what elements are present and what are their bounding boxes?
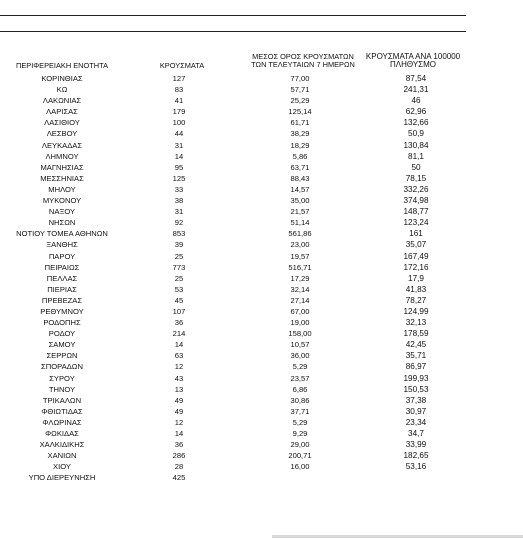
- table-row: [0, 195, 523, 206]
- avg-7day-cell: 37,71: [290, 406, 310, 416]
- per-100000-cell: 150,53: [403, 384, 429, 394]
- cases-cell: 12: [174, 362, 184, 372]
- cases-cell: 38: [174, 196, 184, 206]
- region-name-cell: ΚΟΡΙΝΘΙΑΣ: [41, 74, 83, 83]
- per-100000-cell: 53,16: [405, 462, 427, 472]
- table-row: [0, 317, 523, 328]
- per-100000-cell: 172,16: [403, 262, 429, 272]
- region-name-cell: ΝΟΤΙΟΥ ΤΟΜΕΑ ΑΘΗΝΩΝ: [16, 229, 108, 239]
- cases-cell: 31: [174, 140, 184, 150]
- cases-cell: 41: [174, 96, 184, 106]
- region-name-cell: ΤΡΙΚΑΛΩΝ: [42, 395, 82, 405]
- cases-cell: 33: [174, 184, 184, 194]
- region-name-cell: ΠΡΕΒΕΖΑΣ: [41, 295, 83, 305]
- per-100000-cell: 78,15: [405, 173, 427, 183]
- per-100000-cell: 123,24: [403, 218, 429, 228]
- avg-7day-cell: 6,86: [292, 384, 308, 394]
- table-row: [0, 461, 523, 472]
- cases-cell: 25: [174, 251, 184, 261]
- cases-cell: 14: [174, 340, 184, 350]
- region-name-cell: ΜΥΚΟΝΟΥ: [42, 196, 82, 206]
- avg-7day-cell: 17,29: [290, 273, 310, 283]
- region-name-cell: ΞΑΝΘΗΣ: [46, 240, 78, 250]
- header-per-line1: ΚΡΟΥΣΜΑΤΑ ΑΝΑ 100000: [365, 52, 461, 61]
- table-row: [0, 117, 523, 128]
- cases-cell: 36: [174, 440, 184, 450]
- region-name-cell: ΦΛΩΡΙΝΑΣ: [42, 417, 82, 427]
- cases-cell: 179: [172, 107, 186, 117]
- cases-cell: 25: [174, 273, 184, 283]
- per-100000-cell: 30,97: [405, 406, 427, 416]
- region-name-cell: ΛΑΚΩΝΙΑΣ: [42, 96, 82, 106]
- cases-cell: 214: [172, 329, 186, 339]
- region-name-cell: ΠΙΕΡΙΑΣ: [47, 284, 77, 294]
- table-row: [0, 151, 523, 162]
- avg-7day-cell: 61,71: [290, 118, 310, 128]
- per-100000-cell: 17,9: [408, 273, 424, 283]
- table-row: [0, 173, 523, 184]
- avg-7day-cell: 14,57: [290, 184, 310, 194]
- table-row: [0, 184, 523, 195]
- avg-7day-cell: 16,00: [290, 462, 310, 472]
- table-row: [0, 417, 523, 428]
- table-row: [0, 206, 523, 217]
- cases-cell: 95: [174, 162, 184, 172]
- per-100000-cell: 86,97: [405, 362, 427, 372]
- avg-7day-cell: 23,00: [290, 240, 310, 250]
- per-100000-cell: 182,65: [403, 451, 429, 461]
- cases-cell: 107: [172, 306, 186, 316]
- table-row: [0, 273, 523, 284]
- per-100000-cell: 35,71: [405, 351, 427, 361]
- region-name-cell: ΜΗΛΟΥ: [48, 184, 76, 194]
- per-100000-cell: 241,31: [403, 85, 429, 95]
- table-row: [0, 73, 523, 84]
- avg-7day-cell: 5,29: [292, 362, 308, 372]
- per-100000-cell: 35,07: [405, 240, 427, 250]
- table-row: [0, 128, 523, 139]
- avg-7day-cell: 38,29: [290, 129, 310, 139]
- region-name-cell: ΜΕΣΣΗΝΙΑΣ: [40, 173, 84, 183]
- cases-cell: 39: [174, 240, 184, 250]
- table-row: [0, 295, 523, 306]
- per-100000-cell: 87,54: [405, 74, 427, 83]
- per-100000-cell: 41,83: [405, 284, 427, 294]
- per-100000-cell: 130,84: [403, 140, 429, 150]
- per-100000-cell: 46: [411, 96, 421, 106]
- region-name-cell: ΛΑΣΙΘΙΟΥ: [44, 118, 80, 128]
- cases-cell: 14: [174, 429, 184, 438]
- per-100000-cell: 78,27: [405, 295, 427, 305]
- avg-7day-cell: 125,14: [288, 107, 312, 117]
- cases-cell: 49: [174, 395, 184, 405]
- per-100000-cell: 42,45: [405, 340, 427, 350]
- cases-cell: 83: [174, 85, 184, 95]
- per-100000-cell: 374,98: [403, 196, 429, 206]
- table-row: [0, 228, 523, 239]
- region-name-cell: ΧΑΛΚΙΔΙΚΗΣ: [39, 440, 85, 450]
- cases-cell: 36: [174, 318, 184, 328]
- cases-cell: 44: [174, 129, 184, 139]
- avg-7day-cell: 63,71: [290, 162, 310, 172]
- cases-cell: 45: [174, 295, 184, 305]
- cases-cell: 63: [174, 351, 184, 361]
- cases-cell: 43: [174, 373, 184, 383]
- cases-cell: 31: [174, 207, 184, 217]
- table-row: [0, 328, 523, 339]
- region-name-cell: ΥΠΟ ΔΙΕΡΕΥΝΗΣΗ: [28, 473, 96, 483]
- cases-cell: 92: [174, 218, 184, 228]
- avg-7day-cell: 51,14: [290, 218, 310, 228]
- avg-7day-cell: 23,57: [290, 373, 310, 383]
- per-100000-cell: 132,66: [403, 118, 429, 128]
- cases-cell: 49: [174, 406, 184, 416]
- table-row: [0, 95, 523, 106]
- table-row: [0, 439, 523, 450]
- scrollbar-track[interactable]: [272, 535, 523, 538]
- cases-cell: 13: [174, 384, 184, 394]
- cases-cell: 14: [174, 151, 184, 161]
- region-name-cell: ΣΥΡΟΥ: [49, 373, 75, 383]
- per-100000-cell: 148,77: [403, 207, 429, 217]
- header-region: ΠΕΡΙΦΕΡΕΙΑΚΗ ΕΝΟΤΗΤΑ: [16, 61, 108, 70]
- region-name-cell: ΠΕΙΡΑΙΩΣ: [44, 262, 80, 272]
- header-avg-line2: ΤΩΝ ΤΕΛΕΥΤΑΙΩΝ 7 ΗΜΕΡΩΝ: [251, 60, 355, 70]
- region-name-cell: ΝΗΣΩΝ: [48, 218, 76, 228]
- header-avg: [236, 53, 370, 69]
- table-row: [0, 361, 523, 372]
- table-row: [0, 450, 523, 461]
- region-name-cell: ΣΕΡΡΩΝ: [46, 351, 78, 361]
- table-row: [0, 140, 523, 151]
- avg-7day-cell: 158,00: [288, 329, 312, 339]
- per-100000-cell: 199,93: [403, 373, 429, 383]
- table-row: [0, 217, 523, 228]
- avg-7day-cell: 29,00: [290, 440, 310, 450]
- cases-cell: 12: [174, 417, 184, 427]
- cases-cell: 286: [172, 451, 186, 461]
- region-name-cell: ΛΗΜΝΟΥ: [45, 151, 79, 161]
- cases-cell: 125: [172, 173, 186, 183]
- region-name-cell: ΡΟΔΟΠΗΣ: [43, 318, 81, 328]
- avg-7day-cell: 57,71: [290, 85, 310, 95]
- per-100000-cell: 167,49: [403, 251, 429, 261]
- header-rule: [0, 31, 466, 32]
- per-100000-cell: 37,38: [405, 395, 427, 405]
- table-header: [0, 48, 523, 74]
- region-name-cell: ΣΠΟΡΑΔΩΝ: [41, 362, 83, 372]
- region-name-cell: ΦΩΚΙΔΑΣ: [45, 429, 79, 438]
- per-100000-cell: 124,99: [403, 306, 429, 316]
- region-name-cell: ΠΑΡΟΥ: [48, 251, 76, 261]
- avg-7day-cell: 32,14: [290, 284, 310, 294]
- avg-7day-cell: 200,71: [288, 451, 312, 461]
- per-100000-cell: 62,96: [405, 107, 427, 117]
- table-row: [0, 339, 523, 350]
- header-per-100000: [352, 53, 474, 69]
- cases-cell: 853: [172, 229, 186, 239]
- per-100000-cell: 34,7: [408, 429, 424, 438]
- table-row: [0, 406, 523, 417]
- avg-7day-cell: 67,00: [290, 306, 310, 316]
- region-name-cell: ΝΑΞΟΥ: [48, 207, 76, 217]
- top-rule: [0, 15, 466, 16]
- table-row: [0, 306, 523, 317]
- avg-7day-cell: 88,43: [290, 173, 310, 183]
- region-name-cell: ΣΑΜΟΥ: [48, 340, 76, 350]
- region-name-cell: ΛΕΣΒΟΥ: [46, 129, 78, 139]
- header-avg-line1: ΜΕΣΟΣ ΟΡΟΣ ΚΡΟΥΣΜΑΤΩΝ: [252, 52, 354, 61]
- per-100000-cell: 81,1: [408, 151, 424, 161]
- region-name-cell: ΡΕΘΥΜΝΟΥ: [40, 306, 84, 316]
- avg-7day-cell: 516,71: [288, 262, 312, 272]
- region-name-cell: ΡΟΔΟΥ: [48, 329, 76, 339]
- avg-7day-cell: 30,86: [290, 395, 310, 405]
- table-row: [0, 84, 523, 95]
- avg-7day-cell: 9,29: [292, 429, 308, 438]
- table-row: [0, 428, 523, 439]
- avg-7day-cell: 35,00: [290, 196, 310, 206]
- table-row: [0, 251, 523, 262]
- table-row: [0, 373, 523, 384]
- region-name-cell: ΦΘΙΩΤΙΔΑΣ: [41, 406, 83, 416]
- per-100000-cell: 161: [409, 229, 423, 239]
- cases-cell: 100: [172, 118, 186, 128]
- avg-7day-cell: 5,86: [292, 151, 308, 161]
- region-name-cell: ΛΑΡΙΣΑΣ: [46, 107, 78, 117]
- avg-7day-cell: 19,57: [290, 251, 310, 261]
- table-row: [0, 262, 523, 273]
- region-name-cell: ΧΙΟΥ: [53, 462, 71, 472]
- table-row: [0, 395, 523, 406]
- avg-7day-cell: 36,00: [290, 351, 310, 361]
- region-name-cell: ΛΕΥΚΑΔΑΣ: [41, 140, 83, 150]
- table-row: [0, 162, 523, 173]
- avg-7day-cell: 19,00: [290, 318, 310, 328]
- avg-7day-cell: 10,57: [290, 340, 310, 350]
- per-100000-cell: 33,99: [405, 440, 427, 450]
- table-row: [0, 350, 523, 361]
- table-row: [0, 384, 523, 395]
- table-row: [0, 472, 523, 483]
- per-100000-cell: 50,9: [408, 129, 424, 139]
- per-100000-cell: 32,13: [405, 318, 427, 328]
- cases-table: [0, 73, 523, 483]
- per-100000-cell: 23,34: [405, 417, 427, 427]
- cases-cell: 425: [172, 473, 186, 483]
- header-cases: ΚΡΟΥΣΜΑΤΑ: [159, 61, 205, 70]
- table-row: [0, 239, 523, 250]
- table-row: [0, 106, 523, 117]
- header-per-line2: ΠΛΗΘΥΣΜΟ: [389, 60, 437, 70]
- avg-7day-cell: 27,14: [290, 295, 310, 305]
- per-100000-cell: 332,26: [403, 184, 429, 194]
- cases-cell: 28: [174, 462, 184, 472]
- avg-7day-cell: 18,29: [290, 140, 310, 150]
- avg-7day-cell: 25,29: [290, 96, 310, 106]
- avg-7day-cell: 5,29: [292, 417, 308, 427]
- region-name-cell: ΠΕΛΛΑΣ: [46, 273, 78, 283]
- per-100000-cell: 178,59: [403, 329, 429, 339]
- region-name-cell: ΤΗΝΟΥ: [48, 384, 76, 394]
- cases-cell: 53: [174, 284, 184, 294]
- avg-7day-cell: 21,57: [290, 207, 310, 217]
- cases-cell: 773: [172, 262, 186, 272]
- per-100000-cell: 50: [411, 162, 421, 172]
- avg-7day-cell: 77,00: [290, 74, 310, 83]
- table-row: [0, 284, 523, 295]
- cases-cell: 127: [172, 74, 186, 83]
- avg-7day-cell: 561,86: [288, 229, 312, 239]
- region-name-cell: ΜΑΓΝΗΣΙΑΣ: [40, 162, 84, 172]
- region-name-cell: ΧΑΝΙΩΝ: [47, 451, 77, 461]
- region-name-cell: ΚΩ: [56, 85, 68, 95]
